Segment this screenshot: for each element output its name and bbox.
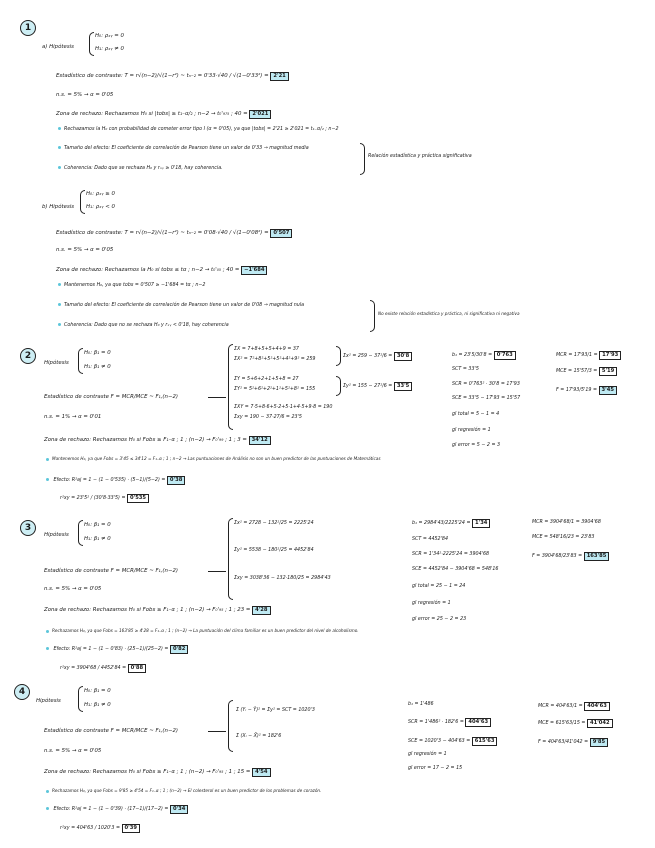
rejection-text: Zona de rechazo: Rechazamos H₀ si Fobs ≥ F₁₋α ; 1 ; (n−2) → F₀'₉₉ ; 1 ; 3 =: [44, 437, 247, 443]
slope-result: 1'34: [472, 519, 490, 528]
calc-sum-y: ΣY = 5+6+2+1+5+8 = 27: [234, 377, 299, 382]
h1-line: H₁: β₁ ≠ 0: [84, 364, 111, 370]
r2-result: 0'535: [127, 494, 149, 503]
significance-level: n.s. = 5% → α = 0'05: [44, 748, 102, 754]
problem-number-1: 1: [20, 20, 36, 36]
stat-formula: [56, 72, 289, 81]
sce-line: [408, 737, 497, 746]
calc-sum-y2: ΣY² = 5²+6²+2²+1²+5²+8² = 155: [234, 387, 316, 392]
mcr-result: 404'63: [584, 702, 610, 711]
h0-line: H₀: β₁ = 0: [84, 688, 111, 694]
calc-sum-x: ΣX = 7+8+5+5+4+9 = 37: [234, 347, 299, 352]
sums-brace: [228, 700, 233, 752]
significance-level: n.s. = 1% → α = 0'01: [44, 414, 102, 420]
slope-text: b₁ = 2984'43/2225'24 =: [412, 521, 471, 526]
h0-line: H₀: β₁ = 0: [84, 522, 111, 528]
brace-y: [336, 376, 341, 396]
slope-b1: b₁ = 1'486: [408, 702, 434, 707]
h1-line-b: H₁: ρₓᵧ < 0: [86, 204, 115, 210]
gl-regression-line: gl regresión = 1: [412, 601, 451, 606]
problem-number-2: 2: [20, 348, 36, 364]
calc-dev-y2: Σy² = 5538 − 180²/25 = 4452'84: [234, 548, 314, 553]
calc-dev-x2: Σ (Xᵢ − X̄)² = 182'6: [236, 734, 282, 739]
conclusion-bullet: Rechazamos H₀, ya que Fobs = 163'85 ≥ 4'28 = F₁₋α ; 1 ; (n−2) → La puntuación del clima familiar es un buen predictor del nivel de alcoholismo.: [46, 628, 359, 633]
mce-result: 41'042: [587, 719, 613, 728]
hypothesis-brace: [78, 348, 83, 374]
sums-brace: [228, 518, 233, 600]
hypothesis-label: Hipótesis: [44, 360, 69, 366]
slope-text: b₁ = 23'5/30'8 =: [452, 353, 493, 358]
summary-note: Relación estadística y práctica significativa: [368, 154, 472, 159]
rejection-zone: [56, 110, 271, 119]
calc-dev-xy: Σxy = 190 − 37·27/6 = 23'5: [234, 415, 302, 420]
summary-brace: [360, 143, 365, 175]
effect-size-bullet: Tamaño del efecto: El coeficiente de correlación de Pearson tiene un valor de 0'33 → magnitud media: [58, 146, 309, 152]
slope-b1: [412, 519, 490, 528]
coherence-bullet-b: Coherencia: Dado que no se rechaza H₀ y rₓᵧ < 0'18, hay coherencia: [58, 323, 229, 329]
sce-result: 615'63: [472, 737, 498, 746]
r2-text: r²xy = 23'5² / (30'8·33'5) =: [60, 496, 126, 501]
coherence-bullet: Coherencia: Dado que se rechaza H₀ y rₓᵧ ≥ 0'18, hay coherencia.: [58, 166, 223, 172]
effect-result: 0'38: [167, 476, 185, 485]
scr-line: SCR = 0'763² · 30'8 = 17'93: [452, 382, 520, 387]
calc-sum-x2: ΣX² = 7²+8²+5²+5²+4²+9² = 259: [234, 357, 316, 362]
r2-result: 0'39: [122, 824, 140, 833]
summary-brace-b: [370, 300, 375, 332]
calc-dev-xy: Σxy = 3038'36 − 132·180/25 = 2984'43: [234, 576, 331, 581]
significance-level-b: n.s. = 5% → α = 0'05: [56, 247, 114, 253]
mce-result: 5'19: [599, 367, 617, 376]
arrow-line: [208, 397, 226, 398]
slope-b1: [452, 351, 516, 360]
mcr-line: MCR = 3904'68/1 = 3904'68: [532, 520, 601, 525]
stat-formula: Estadístico de contraste F = MCR/MCE ~ F₁,(n−2): [44, 568, 178, 574]
rejection-critical-value: 2'021: [249, 110, 271, 119]
gl-error-line: gl error = 5 − 2 = 3: [452, 443, 501, 448]
scr-line: SCR = 1'34²·2225'24 = 3904'68: [412, 552, 490, 557]
calc-dev-x2: Σx² = 2728 − 132²/25 = 2225'24: [234, 521, 314, 526]
stat-formula: Estadístico de contraste F = MCR/MCE ~ F₁,(n−2): [44, 728, 178, 734]
gl-error-line: gl error = 17 − 2 = 15: [408, 766, 463, 771]
h0-line: H₀: ρₓᵧ = 0: [95, 33, 124, 39]
gl-total-line: gl total = 25 − 1 = 24: [412, 584, 466, 589]
mcr-result: 17'93: [599, 351, 621, 360]
rejection-zone: [44, 606, 271, 615]
slope-result: 0'763: [494, 351, 516, 360]
r2-text: r²xy = 3904'68 / 4452'84 =: [60, 666, 127, 671]
f-line: [532, 552, 609, 561]
sce-line: SCE = 4452'84 − 3904'68 = 548'16: [412, 567, 499, 572]
r2-line: [60, 664, 146, 673]
f-result: 163'85: [584, 552, 610, 561]
rejection-zone-b: [56, 266, 267, 275]
dev-x2: [343, 352, 412, 361]
dev-x2-text: Σx² = 259 − 37²/6 =: [343, 354, 393, 359]
effect-text: Efecto: R²aj = 1 − (1 − 0'83) · (25−1)/(25−2) =: [53, 647, 169, 652]
dev-x2-result: 30'8: [394, 352, 412, 361]
mcr-line: [538, 702, 610, 711]
h1-line: H₁: β₁ ≠ 0: [84, 536, 111, 542]
f-text: F = 3904'68/23'83 =: [532, 554, 583, 559]
mce-text: MCE = 615'63/15 =: [538, 721, 586, 726]
r2-line: [60, 824, 140, 833]
rejection-critical-value-b: −1'684: [241, 266, 267, 275]
r2-text: r²xy = 404'63 / 1020'3 =: [60, 826, 121, 831]
f-line: [538, 738, 608, 747]
stat-text-b: Estadístico de contraste: T = r√(n−2)/√(1−r²) ~ tₙ₋₂ = 0'08·√40 / √(1−0'08²) =: [56, 230, 269, 236]
hypothesis-label-b: b) Hipótesis: [42, 204, 75, 210]
conclusion-bullet: Mantenemos H₀, ya que Fobs = 3'45 ≤ 34'12 = F₁₋α ; 1 ; n−2 → Las puntuaciones de Análisis no son un buen predictor de las puntuaciones de Matemáticas: [46, 456, 381, 461]
arrow-line: [208, 571, 226, 572]
sct-line: SCT = 4452'84: [412, 537, 449, 542]
f-result: 3'45: [599, 386, 617, 395]
mcr-text: MCR = 17'93/1 =: [556, 353, 598, 358]
conclusion-bullet: Rechazamos H₀, ya que Fobs = 9'85 ≥ 4'54 = F₁₋α ; 1 ; (n−2) → El colesterol es un buen predictor de los problemas de corazón.: [46, 788, 321, 793]
hypothesis-brace: [78, 520, 83, 546]
rejection-text: Zona de rechazo: Rechazamos H₀ si |tobs| ≥ t₁₋α/₂ ; n−2 → t₀'₉₇₅ ; 40 =: [56, 111, 248, 117]
gl-total-line: gl total = 5 − 1 = 4: [452, 412, 500, 417]
mce-line: [556, 367, 617, 376]
conclusion-bullet-b: Mantenemos H₀, ya que tobs = 0'507 ≥ −1'684 = tα ; n−2: [58, 283, 205, 289]
effect-result: 0'34: [170, 805, 188, 814]
hypothesis-label: Hipótesis: [36, 698, 61, 704]
rejection-text-b: Zona de rechazo: Rechazamos la H₀ si tobs ≤ tα ; n−2 → t₀'₀₅ ; 40 =: [56, 267, 240, 273]
effect-bullet: [46, 645, 188, 654]
problem-number-4: 4: [14, 684, 30, 700]
sce-line: SCE = 33'5 − 17'93 = 15'57: [452, 396, 521, 401]
rejection-text: Zona de rechazo: Rechazamos H₀ si Fobs ≥ F₁₋α ; 1 ; (n−2) → F₀'₉₅ ; 1 ; 23 =: [44, 607, 251, 613]
r2-result: 0'88: [128, 664, 146, 673]
r2-line: [60, 494, 149, 503]
effect-bullet: [46, 476, 185, 485]
h1-line: H₁: ρₓᵧ ≠ 0: [95, 46, 124, 52]
summary-note-b: No existe relación estadística y práctica, ni significativa ni negativa: [378, 311, 520, 316]
rejection-critical-value: 4'28: [252, 606, 270, 615]
dev-y2-result: 33'5: [394, 382, 412, 391]
sums-brace: [228, 344, 233, 430]
rejection-text: Zona de rechazo: Rechazamos H₀ si Fobs ≥ F₁₋α ; 1 ; (n−2) → F₀'₉₅ ; 1 ; 15 =: [44, 769, 251, 775]
scr-line: [408, 718, 491, 727]
calc-sum-xy: ΣXY = 7·5+8·6+5·2+5·1+4·5+9·8 = 190: [234, 405, 333, 410]
hypothesis-label-a: a) Hipótesis: [42, 44, 74, 50]
hypothesis-brace-b: [80, 190, 85, 214]
rejection-zone: [44, 436, 271, 445]
dev-y2: [343, 382, 412, 391]
hypothesis-brace: [89, 32, 94, 56]
h0-line-b: H₀: ρₓᵧ ≥ 0: [86, 191, 115, 197]
effect-bullet: [46, 805, 188, 814]
effect-text: Efecto: R²aj = 1 − (1 − 0'39) · (17−1)/(17−2) =: [53, 807, 169, 812]
mce-text: MCE = 15'57/3 =: [556, 369, 598, 374]
scr-text: SCR = 1'486² · 182'6 =: [408, 720, 464, 725]
h1-line: H₁: β₁ ≠ 0: [84, 702, 111, 708]
gl-error-line: gl error = 25 − 2 = 23: [412, 617, 467, 622]
significance-level: n.s. = 5% → α = 0'05: [44, 586, 102, 592]
rejection-critical-value: 34'12: [249, 436, 271, 445]
f-result: 9'85: [590, 738, 608, 747]
hypothesis-brace: [78, 686, 83, 712]
mce-line: [538, 719, 613, 728]
stat-formula: Estadístico de contraste F = MCR/MCE ~ F₁,(n−2): [44, 394, 178, 400]
rejection-critical-value: 4'54: [252, 768, 270, 777]
f-text: F = 17'93/5'19 =: [556, 388, 597, 393]
mcr-text: MCR = 404'63/1 =: [538, 704, 583, 709]
problem-number-3: 3: [20, 520, 36, 536]
gl-regression-line: gl regresión = 1: [408, 752, 447, 757]
stat-result-b: 0'507: [270, 229, 292, 238]
calc-sct: Σ (Yᵢ − Ȳ)² = Σy² = SCT = 1020'3: [236, 708, 315, 713]
sct-line: SCT = 33'5: [452, 367, 479, 372]
stat-formula-b: [56, 229, 292, 238]
mce-line: MCE = 548'16/23 = 23'83: [532, 535, 595, 540]
significance-level: n.s. = 5% → α = 0'05: [56, 92, 114, 98]
gl-regression-line: gl regresión = 1: [452, 428, 491, 433]
brace-x: [336, 346, 341, 366]
stat-text: Estadístico de contraste: T = r√(n−2)/√(1−r²) ~ tₙ₋₂ = 0'33·√40 / √(1−0'33²) =: [56, 73, 269, 79]
f-text: F = 404'63/41'042 =: [538, 740, 589, 745]
conclusion-bullet: Rechazamos la H₀ con probabilidad de cometer error tipo I (α = 0'05), ya que |tobs| = 2'21 ≥ 2'021 = t₁₋α/₂ ; n−2: [58, 127, 339, 133]
scr-result: 404'63: [465, 718, 491, 727]
f-line: [556, 386, 617, 395]
effect-size-bullet-b: Tamaño del efecto: El coeficiente de correlación de Pearson tiene un valor de 0'08 → magnitud nula: [58, 303, 304, 309]
mcr-line: [556, 351, 621, 360]
dev-y2-text: Σy² = 155 − 27²/6 =: [343, 384, 393, 389]
effect-result: 0'82: [170, 645, 188, 654]
hypothesis-label: Hipótesis: [44, 532, 69, 538]
rejection-zone: [44, 768, 271, 777]
effect-text: Efecto: R²aj = 1 − (1 − 0'535) · (5−1)/(5−2) =: [53, 478, 166, 483]
sce-text: SCE = 1020'3 − 404'63 =: [408, 739, 471, 744]
arrow-line: [208, 731, 226, 732]
h0-line: H₀: β₁ = 0: [84, 350, 111, 356]
stat-result: 2'21: [270, 72, 288, 81]
